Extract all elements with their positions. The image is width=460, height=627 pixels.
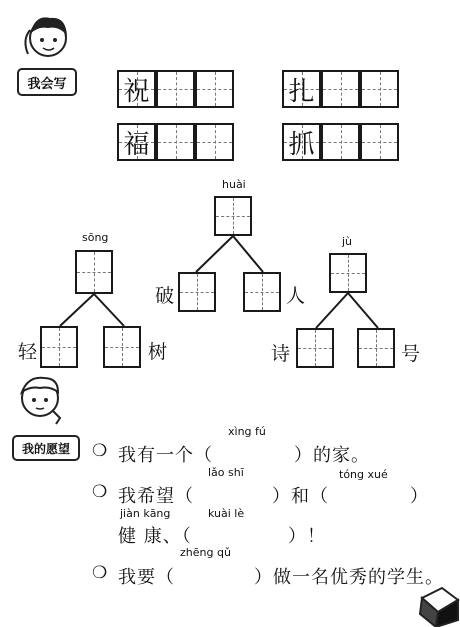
blank-writing-box[interactable] <box>156 70 195 108</box>
tree-huai-lines <box>196 236 263 272</box>
sentence-2-mid: ）和（ <box>272 486 329 507</box>
pinyin-zhengqu: zhēng qǔ <box>180 546 231 559</box>
answer-blank-laoshi[interactable] <box>200 485 270 505</box>
sentence-3-start: 我要（ <box>118 567 175 588</box>
pinyin-song: sōng <box>82 231 109 244</box>
bullet-icon: ❍ <box>92 441 108 461</box>
cube-icon <box>420 588 458 627</box>
answer-blank-kuaile[interactable] <box>210 525 286 545</box>
tree-char-qing: 轻 <box>18 341 38 363</box>
tree-blank-box[interactable] <box>178 272 216 312</box>
blank-writing-box[interactable] <box>195 123 234 161</box>
tree-blank-box[interactable] <box>296 328 334 368</box>
model-char-box: 扎 <box>282 70 321 108</box>
tree-blank-box[interactable] <box>243 272 281 312</box>
pinyin-ju: jù <box>342 235 353 248</box>
tree-top-box-huai[interactable] <box>214 196 252 236</box>
tree-char-shu: 树 <box>148 341 168 363</box>
blank-writing-box[interactable] <box>360 70 399 108</box>
pinyin-tongxue: tóng xué <box>339 468 388 481</box>
tree-song-lines <box>60 294 124 326</box>
sentence-2-start: 我希望（ <box>118 486 194 507</box>
tree-blank-box[interactable] <box>103 326 141 368</box>
boy-cartoon-icon <box>22 378 60 424</box>
tree-top-box-ju[interactable] <box>329 253 367 293</box>
girl-cartoon-icon <box>25 17 67 56</box>
sentence-2-end: ） <box>410 486 429 507</box>
pinyin-xingfu: xìng fú <box>228 425 266 438</box>
bullet-icon: ❍ <box>92 563 108 583</box>
model-char-box: 抓 <box>282 123 321 161</box>
pinyin-huai: huài <box>222 178 246 191</box>
blank-writing-box[interactable] <box>321 70 360 108</box>
tree-char-shi: 诗 <box>271 343 291 365</box>
answer-blank-tongxue[interactable] <box>340 485 410 505</box>
sentence-1-start: 我有一个（ <box>118 445 213 466</box>
tree-char-ren: 人 <box>286 285 306 307</box>
tree-top-box-song[interactable] <box>75 250 113 294</box>
sentence-2b-end: ）！ <box>288 526 326 547</box>
blank-writing-box[interactable] <box>195 70 234 108</box>
sentence-3-end: ）做一名优秀的学生。 <box>254 567 444 588</box>
tree-char-po: 破 <box>155 285 175 307</box>
answer-blank-xingfu[interactable] <box>222 444 294 464</box>
tree-blank-box[interactable] <box>357 328 395 368</box>
bullet-icon: ❍ <box>92 482 108 502</box>
answer-blank-zhengqu[interactable] <box>180 566 252 586</box>
model-char-box: 福 <box>117 123 156 161</box>
pinyin-kuaile: kuài lè <box>208 507 245 520</box>
tree-ju-lines <box>316 293 378 328</box>
pinyin-laoshi: lǎo shī <box>208 466 244 479</box>
tree-blank-box[interactable] <box>40 326 78 368</box>
model-char-box: 祝 <box>117 70 156 108</box>
pinyin-jiankang: jiàn kāng <box>120 507 171 520</box>
sentence-1-end: ）的家。 <box>294 445 370 466</box>
blank-writing-box[interactable] <box>321 123 360 161</box>
write-section-banner: 我会写 <box>17 68 77 96</box>
blank-writing-box[interactable] <box>156 123 195 161</box>
tree-char-hao: 号 <box>401 343 421 365</box>
blank-writing-box[interactable] <box>360 123 399 161</box>
wish-section-banner: 我的愿望 <box>12 435 80 461</box>
sentence-2b-start: 健 康、（ <box>118 526 192 547</box>
